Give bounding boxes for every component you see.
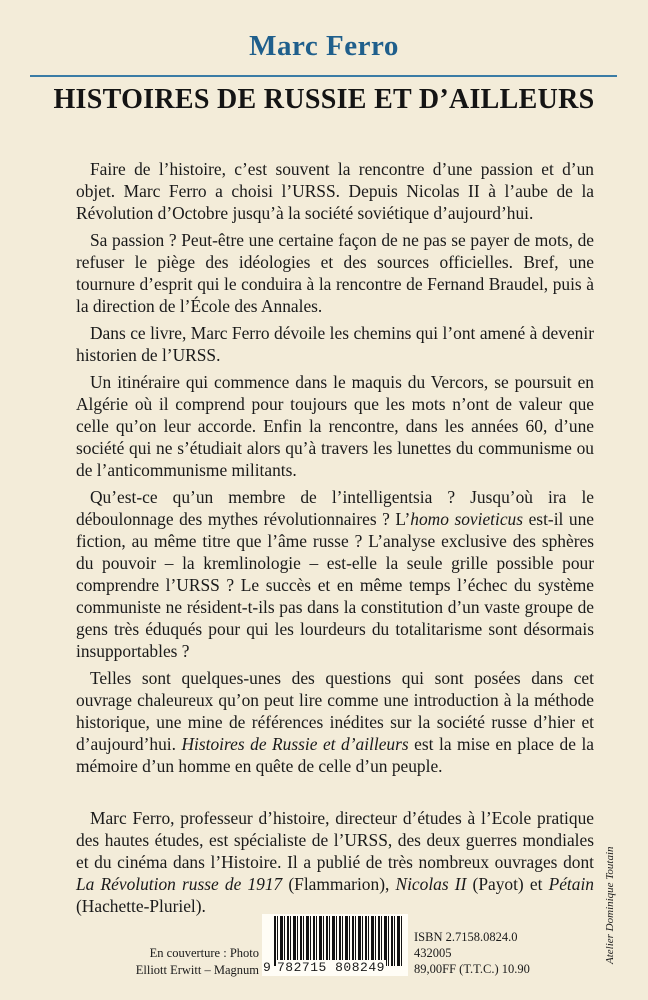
bio-text-a: Marc Ferro, professeur d’histoire, directeur d’études à l’Ecole pratique des hautes études, est spécialiste de l’URSS, des deux guerres mondiales et du cinéma dans l’Histoire. Il a publié de très nombreux ouvrages dont: [76, 808, 594, 872]
paragraph-5-italic: homo sovieticus: [410, 509, 524, 529]
bio-italic-2: Nicolas II: [395, 874, 467, 894]
product-code: 432005: [414, 946, 452, 960]
paragraph-5-text-b: est-il une fiction, au même titre que l’âme russe ? L’analyse exclusive des sphères du pouvoir – la kremlinologie – est-elle la seule grille possible pour comprendre l’URSS ? Le succès et en même temps l’échec du système communiste ne résident-t-ils pas dans la constitution d’un vaste groupe de gens très éduqués pour qui les lourdeurs du totalitarisme sont désormais insupportables ?: [76, 509, 595, 661]
paragraph-3: Dans ce livre, Marc Ferro dévoile les chemins qui l’ont amené à devenir historien de l’URSS.: [76, 323, 594, 365]
book-title: HISTOIRES DE RUSSIE ET D’AILLEURS: [53, 84, 595, 115]
design-credit: Atelier Dominique Toutain: [604, 846, 616, 964]
barcode-lead-digit: 9: [263, 960, 272, 975]
back-cover-text: [76, 158, 594, 922]
paragraph-5: [76, 486, 594, 662]
cover-credit-line-1: En couverture : Photo: [149, 946, 259, 960]
paragraph-6-text-a: Telles sont quelques-unes des questions qui sont posées dans cet ouvrage chaleureux qu’on peut lire comme une introduction à la méthode historique, une mine de références inédites sur la société russe d’hier et d’aujourd’hui.: [76, 668, 594, 754]
author-bio: [76, 807, 594, 917]
paragraph-6: [76, 667, 594, 777]
cover-credit-line-2: Elliott Erwitt – Magnum: [135, 963, 259, 977]
paragraph-5-text-a: Qu’est-ce qu’un membre de l’intelligentsia ? Jusqu’où ira le déboulonnage des mythes révolutionnaires ? L’: [76, 487, 594, 529]
barcode: [262, 914, 408, 976]
barcode-digits: 782715 808249: [277, 960, 385, 975]
bio-italic-3: Pétain: [548, 874, 594, 894]
bio-italic-1: La Révolution russe de 1917: [76, 874, 283, 894]
bio-text-d: (Hachette-Pluriel).: [76, 896, 206, 916]
isbn-number: ISBN 2.7158.0824.0: [414, 930, 518, 944]
paragraph-2: Sa passion ? Peut-être une certaine façon de ne pas se payer de mots, de refuser le piège des idéologies et des sources officielles. Bref, une tournure d’esprit qui le conduira à la rencontre de Fernand Braudel, puis à la direction de l’École des Annales.: [76, 230, 594, 316]
header-rule: [30, 75, 617, 77]
isbn-block: [414, 929, 614, 977]
bio-text-c: (Payot) et: [466, 874, 549, 894]
paragraph-4: Un itinéraire qui commence dans le maquis du Vercors, se poursuit en Algérie où il comprend pour toujours que les mots n’ont de valeur que celle qu’on leur accorde. Enfin la rencontre, dans les années 60, d’une société qui ne s’étudiait alors qu’à travers les lunettes du communisme ou de l’anticommunisme militants.: [76, 372, 594, 480]
cover-photo-credit: [79, 945, 259, 979]
paragraph-6-italic: Histoires de Russie et d’ailleurs: [181, 734, 409, 754]
paragraph-1: Faire de l’histoire, c’est souvent la rencontre d’une passion et d’un objet. Marc Ferro a choisi l’URSS. Depuis Nicolas II à l’aube de la Révolution d’Octobre jusqu’à la société soviétique d’aujourd’hui.: [76, 159, 594, 223]
bio-text-b: (Flammarion),: [282, 874, 396, 894]
price: 89,00FF (T.T.C.) 10.90: [414, 962, 530, 976]
barcode-bars: [274, 916, 404, 966]
author-name: Marc Ferro: [249, 30, 399, 62]
paragraph-6-text-b: est la mise en place de la mémoire d’un homme en quête de celle d’un peuple.: [76, 734, 594, 776]
